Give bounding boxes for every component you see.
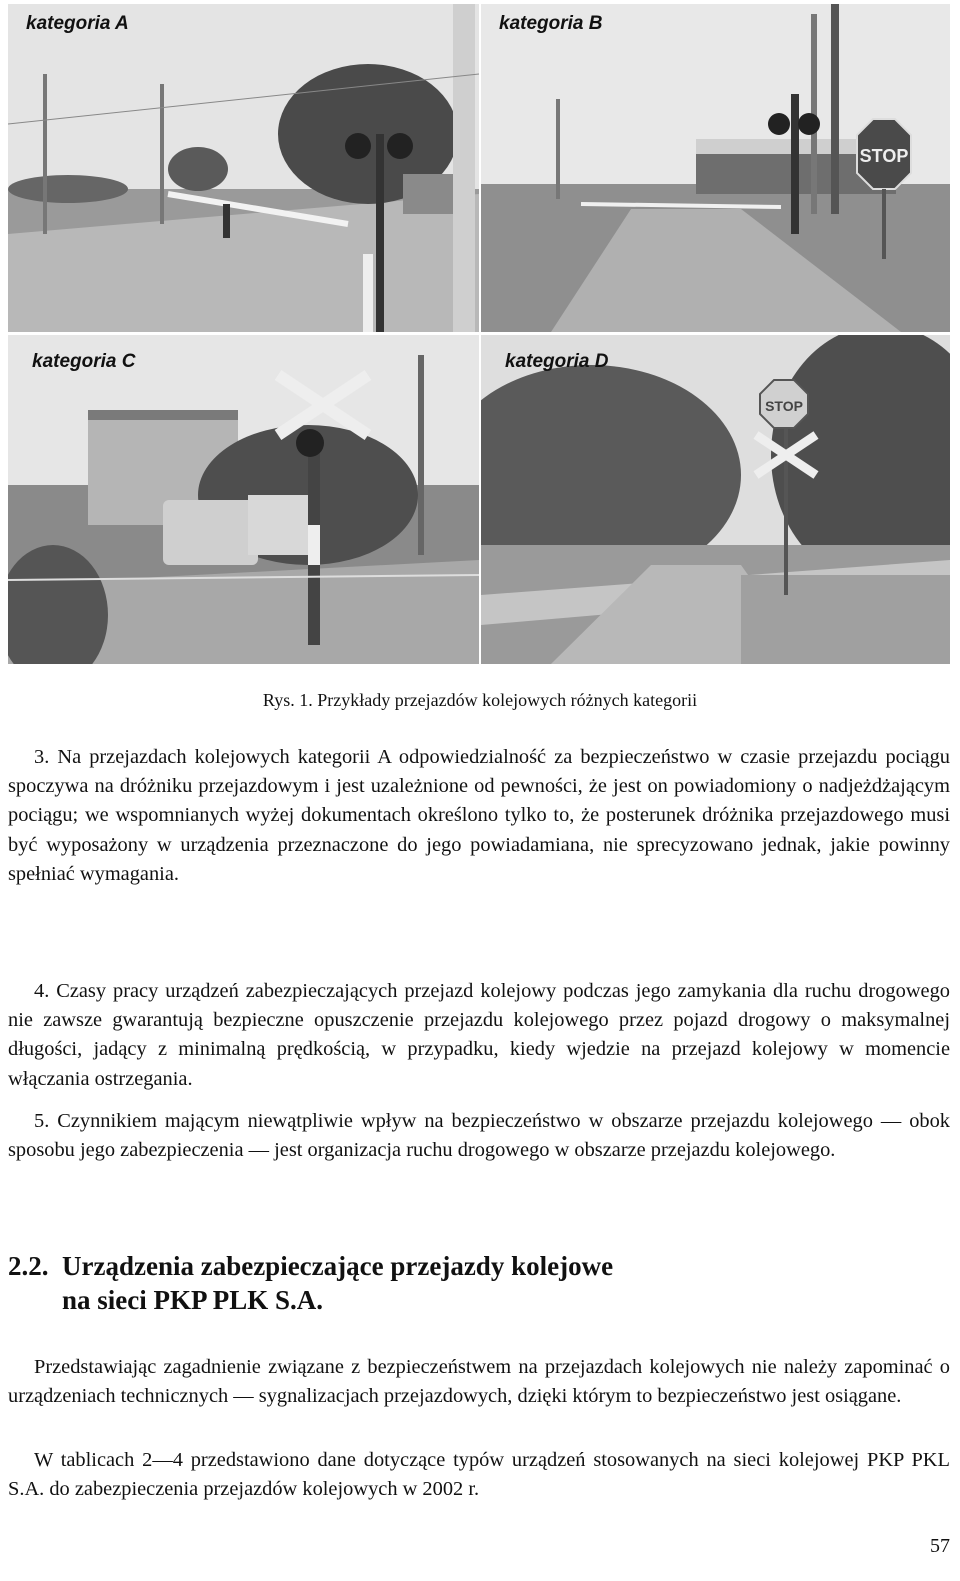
section-paragraph-2: W tablicach 2—4 przedstawiono dane dotyczące typów urządzeń stosowanych na sieci kolejowej PKP PKL S.A. do zabezpieczenia przejazdów kolejowych w 2002 r. xyxy=(8,1449,950,1501)
stop-sign-text-d: STOP xyxy=(765,398,803,414)
paragraph-3: 3. Na przejazdach kolejowych kategorii A odpowiedzialność za bezpieczeństwo w czasie przejazdu pociągu spoczywa na dróżniku przejazdowym i jest uzależnione od pewności, że jest on powiadomiony o nadjeżdżającym pociągu; we wspomnianych wyżej dokumentach określono tylko to, że posterunek dróżnika przejazdowego musi być wyposażony w urządzenia przeznaczone do jego powiadamiana, nie sprecyzowano jednak, jakie powinny spełniać wymagania. xyxy=(8,746,950,885)
paragraph-5: 5. Czynnikiem mającym niewątpliwie wpływ na bezpieczeństwo w obszarze przejazdu kolejowego — obok sposobu jego zabezpieczenia — jest organizacja ruchu drogowego w obszarze przejazdu kolejowego. xyxy=(8,1110,950,1162)
label-category-d: kategoria D xyxy=(505,351,609,372)
photo-category-b xyxy=(481,4,950,332)
section-heading xyxy=(8,1249,613,1317)
label-category-b: kategoria B xyxy=(499,13,603,34)
photo-category-c xyxy=(8,335,479,664)
photo-c-image xyxy=(8,335,479,664)
section-number: 2.2. xyxy=(8,1251,49,1281)
page-number: 57 xyxy=(930,1535,950,1557)
section-paragraph-1: Przedstawiając zagadnienie związane z bezpieczeństwem na przejazdach kolejowych nie należy zapominać o urządzeniach technicznych — sygnalizacjach przejazdowych, dzięki którym to bezpieczeństwo jest osiągane. xyxy=(8,1356,950,1408)
photo-a-image xyxy=(8,4,479,332)
photo-b-image xyxy=(481,4,950,332)
label-category-c: kategoria C xyxy=(32,351,136,372)
section-title-line2: na sieci PKP PLK S.A. xyxy=(62,1285,324,1315)
label-category-a: kategoria A xyxy=(26,13,129,34)
stop-sign-text-b: STOP xyxy=(859,146,909,166)
section-title-line1: Urządzenia zabezpieczające przejazdy kolejowe xyxy=(62,1251,614,1281)
photo-category-d xyxy=(481,335,950,664)
figure xyxy=(8,4,950,664)
photo-category-a xyxy=(8,4,479,332)
photo-d-image xyxy=(481,335,950,664)
figure-caption: Rys. 1. Przykłady przejazdów kolejowych różnych kategorii xyxy=(262,690,698,710)
paragraph-4: 4. Czasy pracy urządzeń zabezpieczających przejazd kolejowy podczas jego zamykania dla ruchu drogowego nie zawsze gwarantują bezpieczne opuszczenie przejazdu kolejowego przez pojazd drogowy o maksymalnej długości, jadący z minimalną prędkością, w przypadku, kiedy wjedzie na przejazd kolejowy w momencie włączania ostrzegania. xyxy=(8,980,950,1090)
